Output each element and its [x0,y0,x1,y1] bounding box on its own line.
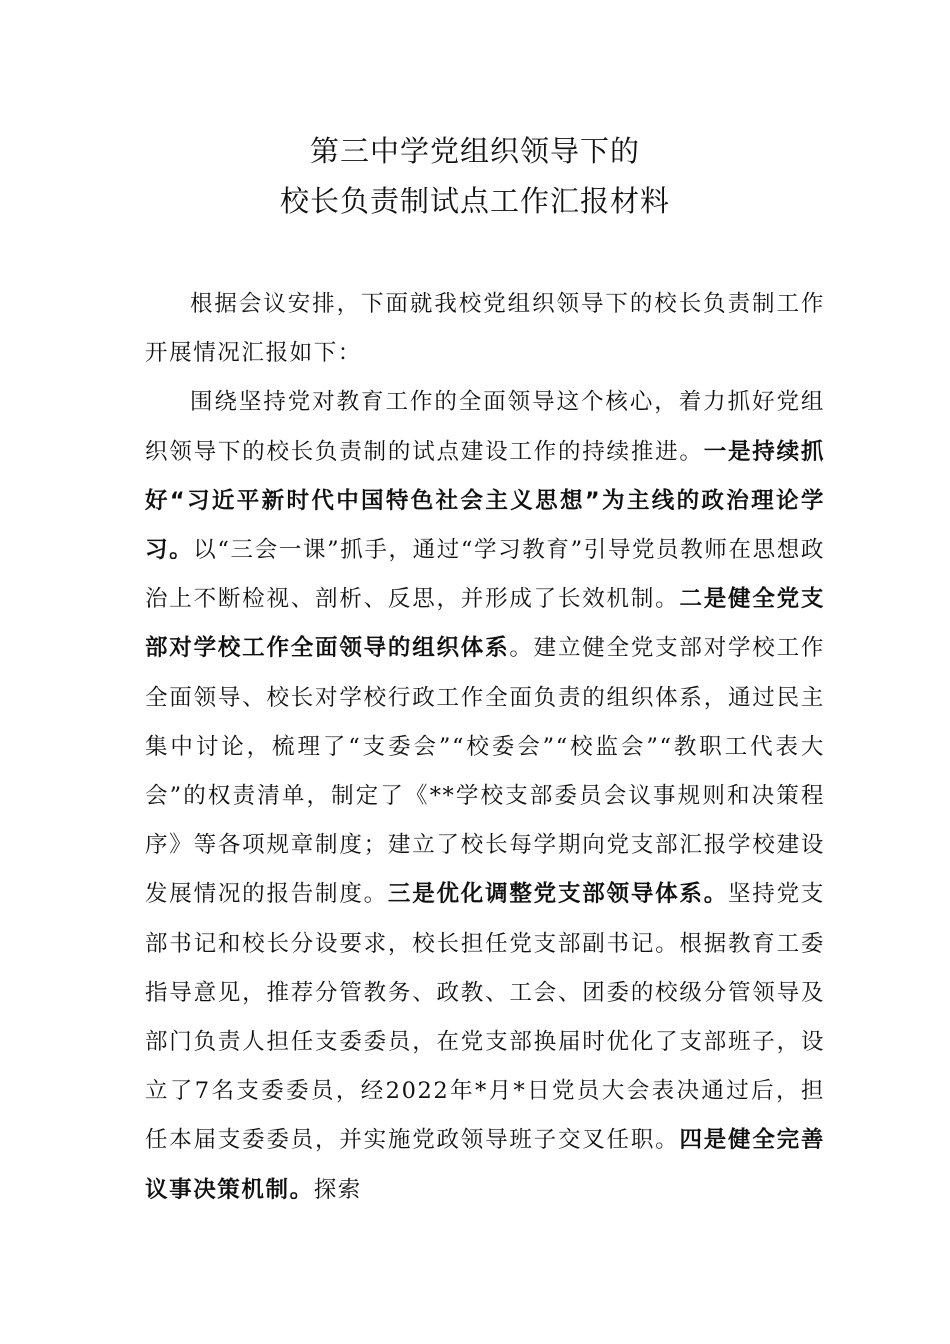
document-title-line-2: 校长负责制试点工作汇报材料 [279,184,670,218]
body-sentence: 。建立健全党支部对学校工作全面领导、校长对学校行政工作全面负责的组织体系，通过民主集中讨论，梳理了“支委会”“校委会”“校监会”“教职工代表大会”的权责清单，制定了《**学校支部委员会议事规则和决策程序》等各项规章制度；建立了校长每学期向党支部汇报学校建设发展情况的报告制度。 [145,635,825,908]
intro-paragraph: 根据会议安排，下面就我校党组织领导下的校长负责制工作开展情况汇报如下： [145,291,825,367]
bold-heading-3: 三是优化调整党支部领导体系。 [387,881,729,908]
document-body [145,280,825,1215]
document-title-line-1: 第三中学党组织领导下的 [309,134,640,168]
bold-heading-1: 一是持续抓好“习近平新时代中国特色社会主义思想”为主线的政治理论学习。 [145,438,825,564]
body-sentence: 探索 [313,1176,362,1203]
body-sentence: 以“三会一课”抓手，通过“学习教育”引导党员教师在思想政治上不断检视、剖析、反思，并形成了长效机制。 [145,537,826,613]
main-paragraph [145,378,825,1214]
bold-heading-2: 二是健全党支部对学校工作全面领导的组织体系 [145,586,825,662]
body-sentence: 坚持党支部书记和校长分设要求，校长担任党支部副书记。根据教育工委指导意见，推荐分管教务、政教、工会、团委的校级分管领导及部门负责人担任支委委员，在党支部换届时优化了支部班子，设立了7名支委委员，经2022年*月*日党员大会表决通过后，担任本届支委委员，并实施党政领导班子交叉任职。 [145,881,825,1154]
body-sentence: 围绕坚持党对教育工作的全面领导这个核心，着力抓好党组织领导下的校长负责制的试点建设工作的持续推进。 [145,389,825,465]
bold-heading-4: 四是健全完善议事决策机制。 [145,1127,825,1203]
